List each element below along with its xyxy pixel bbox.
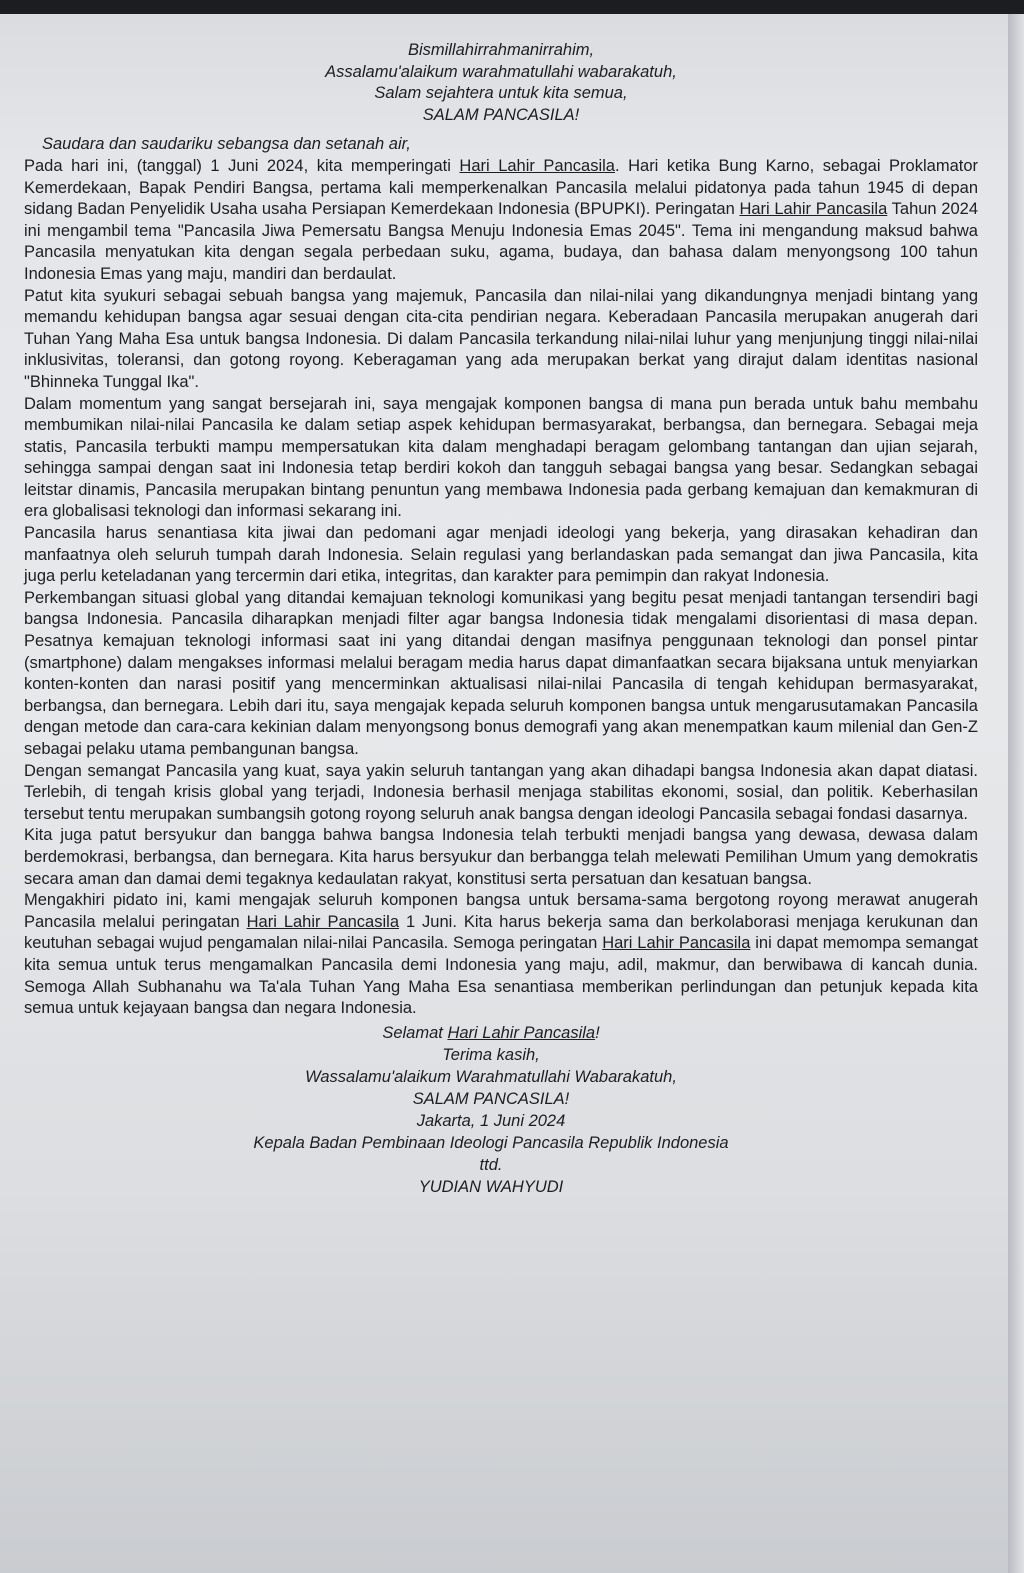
closing-line-3: Wassalamu'alaikum Warahmatullahi Wabarakatuh, <box>305 1067 677 1086</box>
closing-date: Jakarta, 1 Juni 2024 <box>416 1111 566 1130</box>
paragraph-1-part-c: Tahun 2024 ini mengambil tema "Pancasila Jiwa Pemersatu Bangsa Menuju Indonesia Emas 2045". Tema ini mengandung maksud bahwa Pancasila menyatukan kita dengan segala perbedaan suku, agama, budaya, dan bahasa dalam menyongsong 100 tahun Indonesia Emas yang maju, mandiri dan berdaulat. <box>24 200 978 283</box>
paragraph-1 <box>24 156 978 286</box>
paragraph-8 <box>24 890 978 1020</box>
paragraph-8-part-c: ini dapat memompa semangat kita semua untuk terus mengamalkan Pancasila demi Indonesia yang maju, adil, makmur, dan berwibawa di kancah dunia. Semoga Allah Subhanahu wa Ta'ala Tuhan Yang Maha Esa senantiasa memberikan perlindungan dan petunjuk kepada kita semua untuk kejayaan bangsa dan negara Indonesia. <box>24 934 979 1018</box>
closing-line-1-b: ! <box>595 1023 600 1042</box>
paragraph-8-underline-2: Hari Lahir Pancasila <box>602 934 751 953</box>
paragraph-4: Pancasila harus senantiasa kita jiwai dan pedomani agar menjadi ideologi yang bekerja, yang dirasakan kehadiran dan manfaatnya oleh seluruh tumpah darah Indonesia. Selain regulasi yang berlandaskan pada semangat dan jiwa Pancasila, kita juga perlu keteladanan yang tercermin dari etika, integritas, dan karakter para pemimpin dan rakyat Indonesia. <box>24 524 978 586</box>
paragraph-2: Patut kita syukuri sebagai sebuah bangsa yang majemuk, Pancasila dan nilai-nilai yang dikandungnya menjadi bintang yang memandu kehidupan bangsa agar sesuai dengan cita-cita pendirian negara. Keberadaan Pancasila merupakan anugerah dari Tuhan Yang Maha Esa untuk bangsa Indonesia. Di dalam Pancasila terkandung nilai-nilai luhur yang menjunjung tinggi nilai-nilai inklusivitas, toleransi, dan gotong royong. Keberagaman yang ada merupakan berkat yang dirajut dalam identitas nasional "Bhinneka Tunggal Ika". <box>24 286 978 391</box>
opening-line-2: Assalamu'alaikum warahmatullahi wabarakatuh, <box>325 62 677 81</box>
paragraph-1-underline-2: Hari Lahir Pancasila <box>739 200 888 219</box>
signatory-name: YUDIAN WAHYUDI <box>418 1177 564 1196</box>
closing-line-4: SALAM PANCASILA! <box>412 1089 570 1108</box>
paragraph-5: Perkembangan situasi global yang ditandai kemajuan teknologi komunikasi yang begitu pesat menjadi tantangan tersendiri bagi bangsa Indonesia. Pancasila diharapkan menjadi filter agar bangsa Indonesia tidak mengalami disorientasi di masa depan. Pesatnya kemajuan teknologi informasi saat ini yang ditandai dengan masifnya penggunaan teknologi dan ponsel pintar (smartphone) dalam mengakses informasi melalui beragam media harus dapat dimanfaatkan secara bijaksana untuk menyiarkan konten-konten dan narasi positif yang mencerminkan aktualisasi nilai-nilai Pancasila di tengah kehidupan bermasyarakat, berbangsa, dan bernegara. Lebih dari itu, saya mengajak kepada seluruh komponen bangsa untuk mengarusutamakan Pancasila dengan metode dan cara-cara kekinian dalam menyongsong bonus demografi yang akan menempatkan kaum milenial dan Gen-Z sebagai pelaku utama pembangunan bangsa. <box>24 588 978 758</box>
opening-salutation <box>24 40 978 126</box>
paragraph-7: Kita juga patut bersyukur dan bangga bahwa bangsa Indonesia telah terbukti menjadi bangsa yang dewasa, dewasa dalam berdemokrasi, berbangsa, dan bernegara. Kita harus bersyukur dan berbangga telah melewati Pemilihan Umum yang demokratis secara aman dan damai demi tegaknya kedaulatan rakyat, konstitusi serta persatuan dan kesatuan bangsa. <box>24 826 978 888</box>
opening-line-4: SALAM PANCASILA! <box>422 105 580 124</box>
paragraph-6: Dengan semangat Pancasila yang kuat, saya yakin seluruh tantangan yang akan dihadapi bangsa Indonesia akan dapat diatasi. Terlebih, di tengah krisis global yang terjadi, Indonesia berhasil menjaga stabilitas ekonomi, sosial, dan politik. Keberhasilan tersebut tentu merupakan sumbangsih gotong royong seluruh anak bangsa dengan ideologi Pancasila sebagai fondasi dasarnya. <box>24 761 978 823</box>
paragraph-8-part-a: Mengakhiri pidato ini, kami mengajak seluruh komponen bangsa untuk bersama-sama bergotong royong merawat anugerah Pancasila melalui peringatan <box>24 891 978 931</box>
paragraph-1-underline-1: Hari Lahir Pancasila <box>459 156 615 175</box>
opening-line-3: Salam sejahtera untuk kita semua, <box>374 84 628 103</box>
closing-line-1 <box>24 1022 958 1044</box>
paper-right-edge <box>1008 14 1024 1573</box>
opening-line-1: Bismillahirrahmanirrahim, <box>407 41 595 59</box>
paragraph-1-part-a: Pada hari ini, (tanggal) 1 Juni 2024, kita memperingati <box>24 156 460 175</box>
closing-line-1-underline: Hari Lahir Pancasila <box>447 1023 596 1042</box>
greeting: Saudara dan saudariku sebangsa dan setanah air, <box>42 135 411 154</box>
paragraph-8-underline-1: Hari Lahir Pancasila <box>246 912 399 931</box>
signature-mark: ttd. <box>479 1155 503 1174</box>
paragraph-8-part-b: 1 Juni. Kita harus bekerja sama dan berkolaborasi menjaga kerukunan dan keutuhan sebagai wujud pengamalan nilai-nilai Pancasila. Semoga peringatan <box>24 912 978 953</box>
closing-line-2: Terima kasih, <box>442 1045 540 1064</box>
paragraph-1-part-b: . Hari ketika Bung Karno, sebagai Proklamator Kemerdekaan, Bapak Pendiri Bangsa, pertama kali memperkenalkan Pancasila melalui pidatonya pada tahun 1945 di depan sidang Badan Penyelidik Usaha usaha Persiapan Kemerdekaan Indonesia (BPUPKI). Peringatan <box>24 156 979 219</box>
paragraph-3: Dalam momentum yang sangat bersejarah ini, saya mengajak komponen bangsa di mana pun berada untuk bahu membahu membumikan nilai-nilai Pancasila ke dalam setiap aspek kehidupan bermasyarakat, berbangsa, dan bernegara. Sebagai meja statis, Pancasila terbukti mampu mempersatukan kita dalam menghadapi beragam gelombang tantangan dan ujian sejarah, sehingga sampai dengan saat ini Indonesia tetap berdiri kokoh dan tangguh sebagai bangsa yang besar. Sedangkan sebagai leitstar dinamis, Pancasila merupakan bintang penuntun yang membawa Indonesia pada gerbang kemajuan dan kemakmuran di era globalisasi teknologi dan informasi sekarang ini. <box>24 394 978 521</box>
closing-line-1-a: Selamat <box>382 1023 448 1042</box>
speech-document <box>24 40 978 1198</box>
photo-dark-edge <box>0 0 1024 14</box>
closing-block <box>24 1022 958 1198</box>
signatory-title: Kepala Badan Pembinaan Ideologi Pancasila Republik Indonesia <box>253 1133 729 1152</box>
document-page <box>0 14 1008 1573</box>
